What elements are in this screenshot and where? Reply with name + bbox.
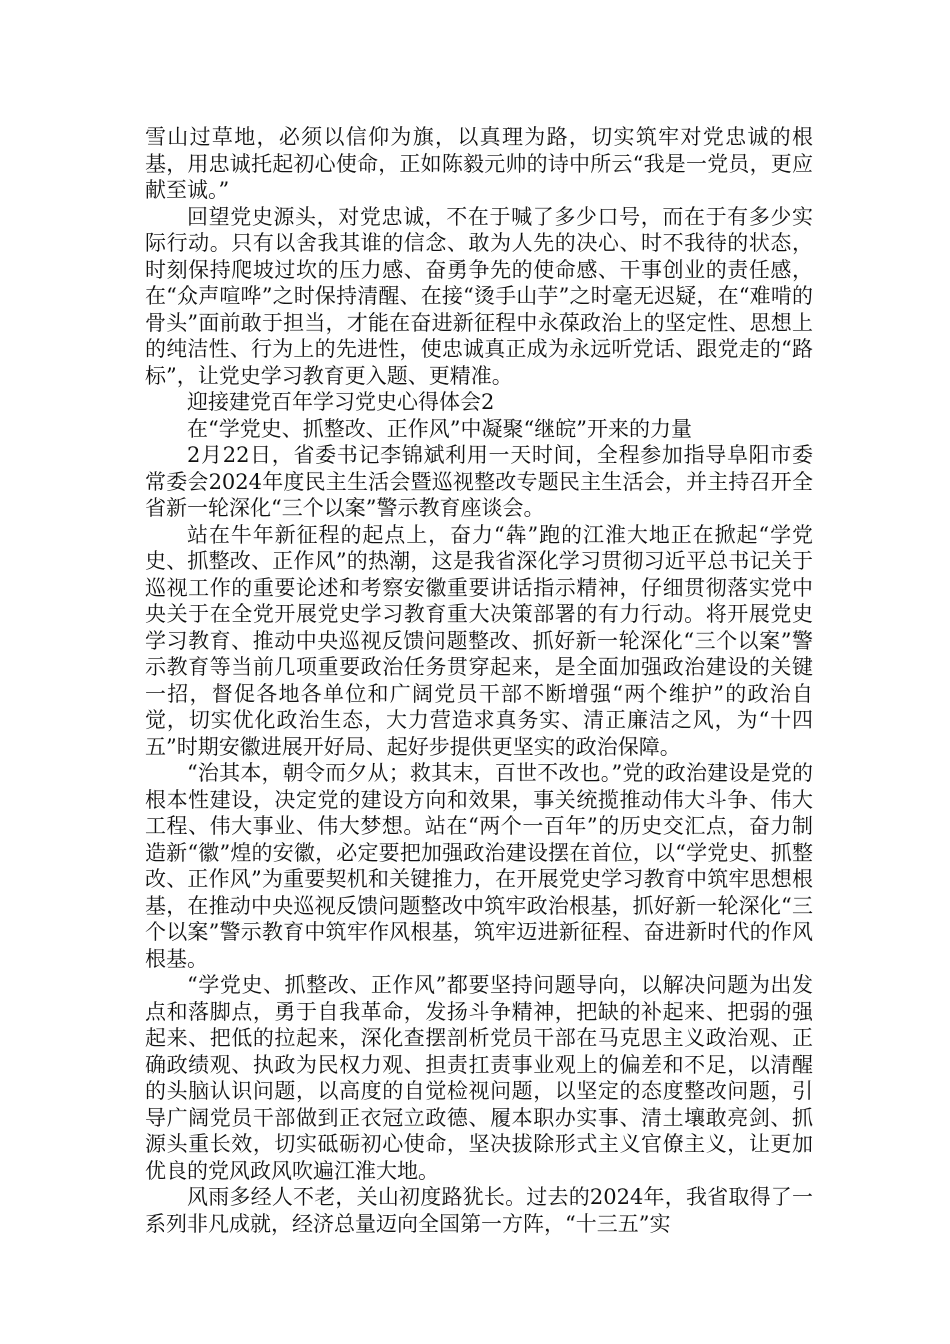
paragraph: 风雨多经人不老，关山初度路犹长。过去的2024年，我省取得了一系列非凡成就，经济总量迈向全国第一方阵，“十三五”实 [145, 1185, 813, 1236]
paragraph: 2月22日，省委书记李锦斌利用一天时间，全程参加指导阜阳市委常委会2024年度民主生活会暨巡视整改专题民主生活会，并主持召开全省新一轮深化“三个以案”警示教育座谈会。 [145, 443, 813, 520]
section-title: 迎接建党百年学习党史心得体会2 [187, 390, 495, 414]
paragraph: 站在牛年新征程的起点上，奋力“犇”跑的江淮大地正在掀起“学党史、抓整改、正作风”的热潮，这是我省深化学习贯彻习近平总书记关于巡视工作的重要论述和考察安徽重要讲话指示精神，仔细贯彻落实党中央关于在全党开展党史学习教育重大决策部署的有力行动。将开展党史学习教育、推动中央巡视反馈问题整改、抓好新一轮深化“三个以案”警示教育等当前几项重要政治任务贯穿起来，是全面加强政治建设的关键一招，督促各地各单位和广阔党员干部不断增强“两个维护”的政治自觉，切实优化政治生态，大力营造求真务实、清正廉洁之风，为“十四五”时期安徽进展开好局、起好步提供更坚实的政治保障。 [145, 522, 813, 759]
paragraph: 回望党史源头，对党忠诚，不在于喊了多少口号，而在于有多少实际行动。只有以舍我其谁的信念、敢为人先的决心、时不我待的状态，时刻保持爬坡过坎的压力感、奋勇争先的使命感、干事创业的责任感，在“众声喧哗”之时保持清醒、在接“烫手山芋”之时毫无迟疑，在“难啃的骨头”面前敢于担当，才能在奋进新征程中永葆政治上的坚定性、思想上的纯洁性、行为上的先进性，使忠诚真正成为永远听党话、跟党走的“路标”，让党史学习教育更入题、更精准。 [145, 204, 813, 388]
paragraph: “学党史、抓整改、正作风”都要坚持问题导向，以解决问题为出发点和落脚点，勇于自我革命，发扬斗争精神，把缺的补起来、把弱的强起来、把低的拉起来，深化查摆剖析党员干部在马克思主义政治观、正确政绩观、执政为民权力观、担责扛责事业观上的偏差和不足，以清醒的头脑认识问题，以高度的自觉检视问题，以坚定的态度整改问题，引导广阔党员干部做到正衣冠立政德、履本职办实事、清土壤敢亮剑、抓源头重长效，切实砥砺初心使命，坚决拔除形式主义官僚主义，让更加优良的党风政风吹遍江淮大地。 [145, 973, 813, 1183]
document-body [145, 124, 813, 1237]
paragraph: “治其本，朝令而夕从；救其末，百世不改也。”党的政治建设是党的根本性建设，决定党的建设方向和效果，事关统揽推动伟大斗争、伟大工程、伟大事业、伟大梦想。站在“两个一百年”的历史交汇点，奋力制造新“徽”煌的安徽，必定要把加强政治建设摆在首位，以“学党史、抓整改、正作风”为重要契机和关键推力，在开展党史学习教育中筑牢思想根基，在推动中央巡视反馈问题整改中筑牢政治根基，抓好新一轮深化“三个以案”警示教育中筑牢作风根基，筑牢迈进新征程、奋进新时代的作风根基。 [145, 761, 813, 971]
paragraph-continuation: 雪山过草地，必须以信仰为旗，以真理为路，切实筑牢对党忠诚的根基，用忠诚托起初心使命，正如陈毅元帅的诗中所云“我是一党员，更应献至诚。” [145, 125, 813, 202]
article-title: 在“学党史、抓整改、正作风”中凝聚“继皖”开来的力量 [187, 416, 692, 441]
